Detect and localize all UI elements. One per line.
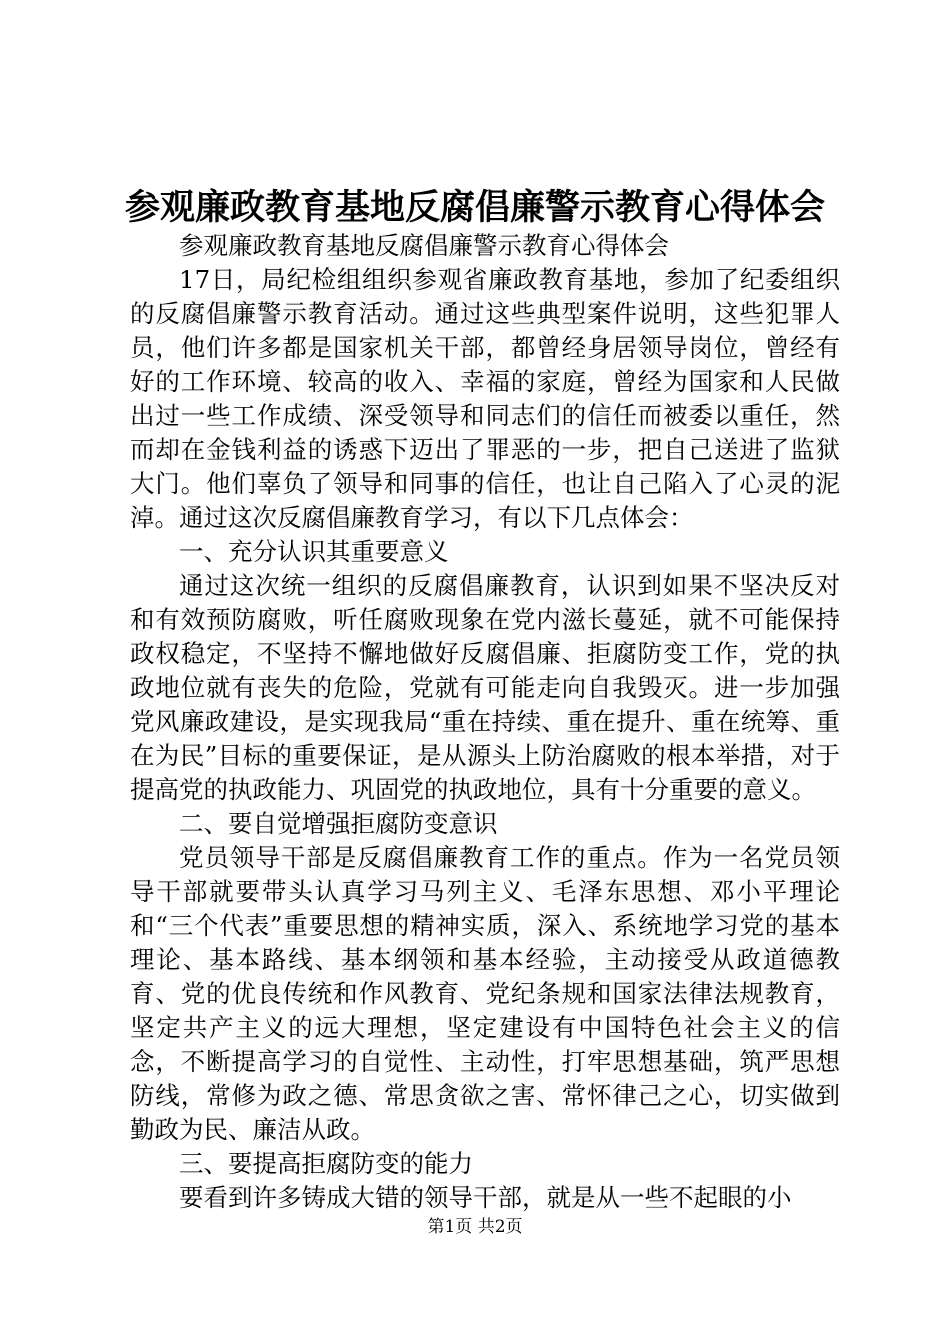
section-heading-3: 三、要提高拒腐防变的能力 [179, 1149, 473, 1178]
page-indicator: 第1页 共2页 [427, 1217, 523, 1237]
section-1-paragraph: 通过这次统一组织的反腐倡廉教育，认识到如果不坚决反对和有效预防腐败，听任腐败现象在党内滋长蔓延，就不可能保持政权稳定，不坚持不懈地做好反腐倡廉、拒腐防变工作，党的执政地位就有丧失的危险，党就有可能走向自我毁灭。进一步加强党风廉政建设，是实现我局“重在持续、重在提升、重在统筹、重在为民”目标的重要保证，是从源头上防治腐败的根本举措，对于提高党的执政能力、巩固党的执政地位，具有十分重要的意义。 [130, 571, 840, 804]
intro-paragraph: 17日，局纪检组组织参观省廉政教育基地，参加了纪委组织的反腐倡廉警示教育活动。通过这些典型案件说明，这些犯罪人员，他们许多都是国家机关干部，都曾经身居领导岗位，曾经有好的工作环境、较高的收入、幸福的家庭，曾经为国家和人民做出过一些工作成绩、深受领导和同志们的信任而被委以重任，然而却在金钱利益的诱惑下迈出了罪恶的一步，把自己送进了监狱大门。他们辜负了领导和同事的信任，也让自己陷入了心灵的泥淖。通过这次反腐倡廉教育学习，有以下几点体会： [130, 265, 840, 532]
section-2-paragraph: 党员领导干部是反腐倡廉教育工作的重点。作为一名党员领导干部就要带头认真学习马列主义、毛泽东思想、邓小平理论和“三个代表”重要思想的精神实质，深入、系统地学习党的基本理论、基本路线、基本纲领和基本经验，主动接受从政道德教育、党的优良传统和作风教育、党纪条规和国家法律法规教育，坚定共产主义的远大理想，坚定建设有中国特色社会主义的信念，不断提高学习的自觉性、主动性，打牢思想基础，筑严思想防线，常修为政之德、常思贪欲之害、常怀律己之心，切实做到勤政为民、廉洁从政。 [130, 843, 840, 1144]
section-3-paragraph: 要看到许多铸成大错的领导干部，就是从一些不起眼的小 [179, 1183, 792, 1212]
document-body [130, 229, 840, 1215]
subtitle-paragraph: 参观廉政教育基地反腐倡廉警示教育心得体会 [179, 231, 669, 260]
document-title: 参观廉政教育基地反腐倡廉警示教育心得体会 [124, 187, 825, 228]
section-heading-1: 一、充分认识其重要意义 [179, 537, 449, 566]
section-heading-2: 二、要自觉增强拒腐防变意识 [179, 809, 498, 838]
